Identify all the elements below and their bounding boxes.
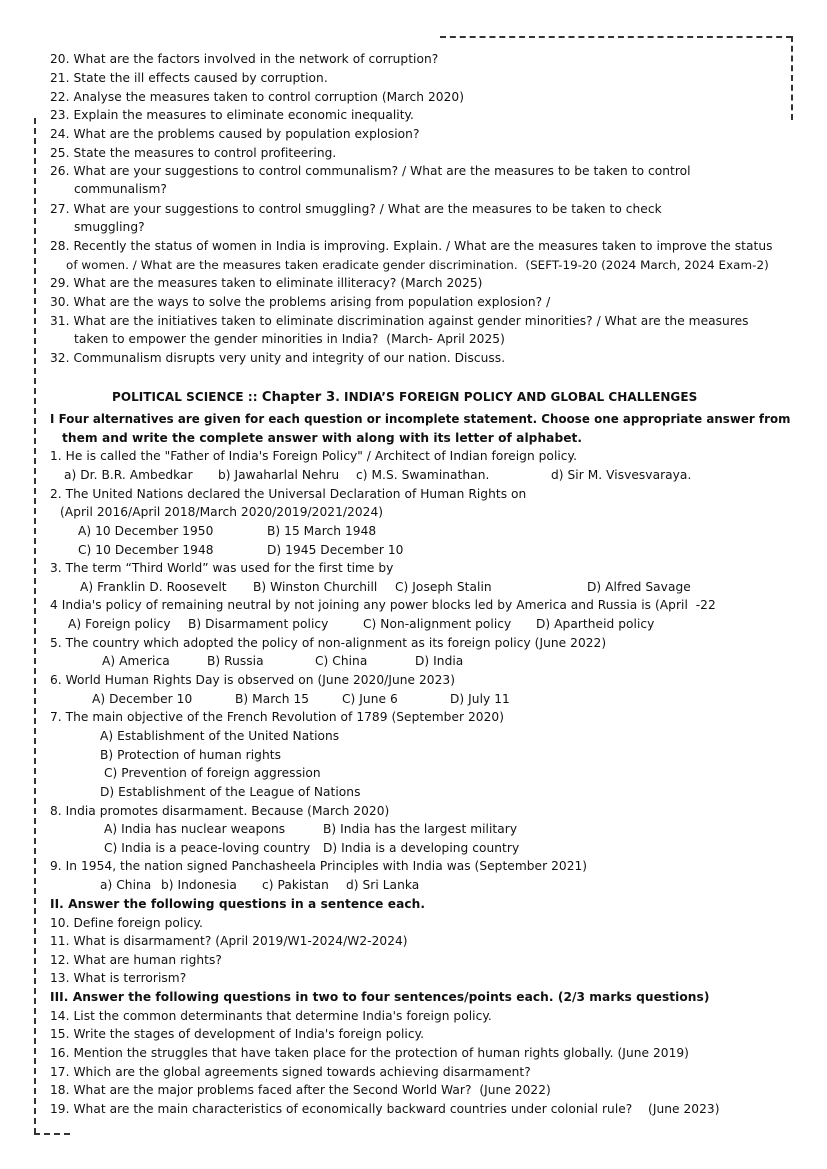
- mcq-8: 8. India promotes disarmament. Because (March 2020): [50, 804, 390, 818]
- question-27: 27. What are your suggestions to control smuggling? / What are the measures to be taken to check: [50, 202, 662, 216]
- section-1-instruction-cont: them and write the complete answer with along with its letter of alphabet.: [62, 431, 583, 445]
- question-26: 26. What are your suggestions to control communalism? / What are the measures to be taken to control: [50, 164, 691, 178]
- question-15: 15. Write the stages of development of India's foreign policy.: [50, 1027, 425, 1041]
- mcq-3-option-c: C) Joseph Stalin: [395, 580, 492, 594]
- mcq-2-option-a: A) 10 December 1950: [78, 524, 214, 538]
- question-25: 25. State the measures to control profiteering.: [50, 146, 337, 160]
- question-27-cont: smuggling?: [74, 220, 145, 234]
- mcq-5-option-d: D) India: [415, 654, 464, 668]
- mcq-7-option-b: B) Protection of human rights: [100, 748, 281, 762]
- heading-title: . INDIA’S FOREIGN POLICY AND GLOBAL CHALLENGES: [335, 390, 698, 404]
- mcq-1-option-d: d) Sir M. Visvesvaraya.: [551, 468, 692, 482]
- mcq-9-option-c: c) Pakistan: [262, 878, 329, 892]
- mcq-1-option-b: b) Jawaharlal Nehru: [218, 468, 340, 482]
- question-24: 24. What are the problems caused by population explosion?: [50, 127, 420, 141]
- question-18: 18. What are the major problems faced after the Second World War? (June 2022): [50, 1083, 551, 1097]
- mcq-6: 6. World Human Rights Day is observed on (June 2020/June 2023): [50, 673, 456, 687]
- mcq-2-option-b: B) 15 March 1948: [267, 524, 377, 538]
- section-3-instruction: III. Answer the following questions in two to four sentences/points each. (2/3 marks questions): [50, 990, 710, 1004]
- chapter-heading: [112, 390, 697, 405]
- mcq-5-option-b: B) Russia: [207, 654, 264, 668]
- mcq-3-option-a: A) Franklin D. Roosevelt: [80, 580, 227, 594]
- mcq-2-option-d: D) 1945 December 10: [267, 543, 404, 557]
- mcq-8-option-c: C) India is a peace-loving country: [104, 841, 311, 855]
- mcq-7-option-c: C) Prevention of foreign aggression: [104, 766, 321, 780]
- question-11: 11. What is disarmament? (April 2019/W1-2024/W2-2024): [50, 934, 408, 948]
- mcq-7-option-d: D) Establishment of the League of Nations: [100, 785, 361, 799]
- section-1-instruction: I Four alternatives are given for each question or incomplete statement. Choose one appropriate answer from: [50, 412, 791, 426]
- mcq-5-option-c: C) China: [315, 654, 368, 668]
- mcq-3: 3. The term “Third World” was used for the first time by: [50, 561, 394, 575]
- question-13: 13. What is terrorism?: [50, 971, 187, 985]
- mcq-2: 2. The United Nations declared the Universal Declaration of Human Rights on: [50, 487, 527, 501]
- question-14: 14. List the common determinants that determine India's foreign policy.: [50, 1009, 492, 1023]
- question-28: 28. Recently the status of women in India is improving. Explain. / What are the measures taken to improve the status: [50, 239, 773, 253]
- mcq-9-option-d: d) Sri Lanka: [346, 878, 420, 892]
- question-31: 31. What are the initiatives taken to eliminate discrimination against gender minorities? / What are the measures: [50, 314, 749, 328]
- page-border-top: [440, 36, 792, 38]
- mcq-4: 4 India's policy of remaining neutral by not joining any power blocks led by America and Russia is (April -22: [50, 598, 716, 612]
- mcq-8-option-b: B) India has the largest military: [323, 822, 518, 836]
- mcq-4-option-d: D) Apartheid policy: [536, 617, 655, 631]
- page-border-bottom: [34, 1133, 70, 1135]
- mcq-8-option-a: A) India has nuclear weapons: [104, 822, 286, 836]
- section-2-instruction: II. Answer the following questions in a sentence each.: [50, 897, 426, 911]
- question-23: 23. Explain the measures to eliminate economic inequality.: [50, 108, 414, 122]
- mcq-5: 5. The country which adopted the policy of non-alignment as its foreign policy (June 2022): [50, 636, 607, 650]
- question-16: 16. Mention the struggles that have taken place for the protection of human rights globally. (June 2019): [50, 1046, 689, 1060]
- question-12: 12. What are human rights?: [50, 953, 222, 967]
- mcq-3-option-d: D) Alfred Savage: [587, 580, 691, 594]
- heading-chapter: Chapter 3: [261, 390, 336, 405]
- mcq-9-option-a: a) China: [100, 878, 152, 892]
- question-22: 22. Analyse the measures taken to control corruption (March 2020): [50, 90, 464, 104]
- mcq-7: 7. The main objective of the French Revolution of 1789 (September 2020): [50, 710, 505, 724]
- mcq-1-option-c: c) M.S. Swaminathan.: [356, 468, 490, 482]
- mcq-9: 9. In 1954, the nation signed Panchasheela Principles with India was (September 2021): [50, 859, 588, 873]
- page-border-right: [791, 36, 793, 120]
- question-26-cont: communalism?: [74, 182, 167, 196]
- heading-subject: POLITICAL SCIENCE: [112, 390, 244, 404]
- question-10: 10. Define foreign policy.: [50, 916, 203, 930]
- mcq-6-option-d: D) July 11: [450, 692, 510, 706]
- question-30: 30. What are the ways to solve the problems arising from population explosion? /: [50, 295, 551, 309]
- mcq-4-option-b: B) Disarmament policy: [188, 617, 329, 631]
- question-31-cont: taken to empower the gender minorities in India? (March- April 2025): [74, 332, 505, 346]
- question-17: 17. Which are the global agreements signed towards achieving disarmament?: [50, 1065, 531, 1079]
- heading-separator: ::: [243, 390, 262, 404]
- mcq-9-option-b: b) Indonesia: [161, 878, 237, 892]
- mcq-4-option-a: A) Foreign policy: [68, 617, 171, 631]
- mcq-1: 1. He is called the "Father of India's Foreign Policy" / Architect of Indian foreign policy.: [50, 449, 578, 463]
- mcq-3-option-b: B) Winston Churchill: [253, 580, 378, 594]
- question-19: 19. What are the main characteristics of economically backward countries under colonial rule? (June 2023): [50, 1102, 720, 1116]
- question-21: 21. State the ill effects caused by corruption.: [50, 71, 328, 85]
- question-20: 20. What are the factors involved in the network of corruption?: [50, 52, 439, 66]
- question-32: 32. Communalism disrupts very unity and integrity of our nation. Discuss.: [50, 351, 506, 365]
- mcq-4-option-c: C) Non-alignment policy: [363, 617, 512, 631]
- mcq-7-option-a: A) Establishment of the United Nations: [100, 729, 340, 743]
- question-28-cont: of women. / What are the measures taken eradicate gender discrimination. (SEFT-19-20 (2024 March, 2024 Exam-2): [66, 258, 769, 272]
- question-29: 29. What are the measures taken to eliminate illiteracy? (March 2025): [50, 276, 483, 290]
- mcq-6-option-c: C) June 6: [342, 692, 398, 706]
- page-border-left: [34, 118, 36, 1134]
- mcq-8-option-d: D) India is a developing country: [323, 841, 520, 855]
- mcq-1-option-a: a) Dr. B.R. Ambedkar: [64, 468, 193, 482]
- mcq-6-option-b: B) March 15: [235, 692, 310, 706]
- mcq-6-option-a: A) December 10: [92, 692, 193, 706]
- mcq-5-option-a: A) America: [102, 654, 170, 668]
- mcq-2-dates: (April 2016/April 2018/March 2020/2019/2021/2024): [60, 505, 384, 519]
- mcq-2-option-c: C) 10 December 1948: [78, 543, 214, 557]
